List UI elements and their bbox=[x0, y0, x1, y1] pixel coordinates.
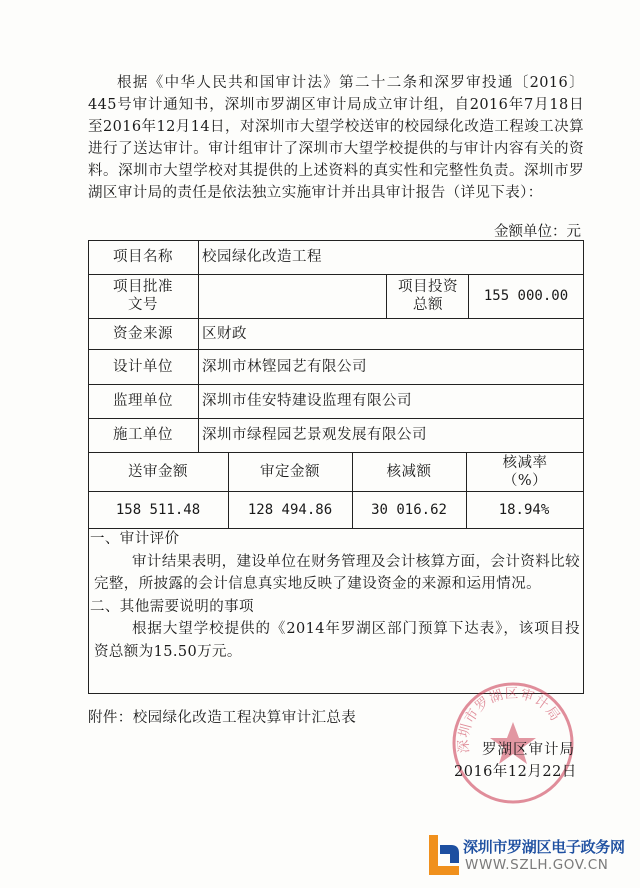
evaluation-text: 审计结果表明，建设单位在财务管理及会计核算方面，会计资料比较完整，所披露的会计信息真实地反映了建设资金的来源和运用情况。 bbox=[94, 553, 580, 592]
approved-amount-value: 128 494.86 bbox=[247, 501, 333, 518]
other-matters-text: 根据大望学校提供的《2014年罗湖区部门预算下达表》，该项目投资总额为15.50万元。 bbox=[94, 621, 580, 660]
construction-unit-value: 深圳市绿程园艺景观发展有限公司 bbox=[202, 427, 427, 443]
construction-unit-label: 施工单位 bbox=[113, 427, 173, 443]
supervision-unit-value: 深圳市佳安特建设监理有限公司 bbox=[202, 393, 412, 409]
reduction-rate-header: 核减率（%） bbox=[502, 454, 548, 489]
evaluation-heading: 一、审计评价 bbox=[90, 531, 180, 547]
issue-date: 2016年12月22日 bbox=[454, 764, 577, 780]
fund-source-label: 资金来源 bbox=[113, 325, 173, 342]
investment-label: 项目投资总额 bbox=[398, 279, 458, 313]
reduction-rate-value: 18.94% bbox=[498, 501, 550, 518]
project-name-value: 校园绿化改造工程 bbox=[202, 249, 322, 265]
approval-value bbox=[200, 274, 386, 318]
audit-table bbox=[88, 240, 584, 694]
design-unit-label: 设计单位 bbox=[113, 358, 173, 375]
seal-text: 深圳市罗湖区审计局 bbox=[455, 685, 564, 754]
supervision-unit-label: 监理单位 bbox=[113, 393, 173, 409]
intro-paragraph: 根据《中华人民共和国审计法》第二十二条和深罗审投通〔2016〕445号审计通知书，深圳市罗湖区审计局成立审计组，自2016年7月18日至2016年12月14日，对深圳市大望学校送审的校园绿化改造工程竣工决算进行了送达审计。审计组审计了深圳市大望学校提供的与审计内容有关的资料。深圳市大望学校对其提供的上述资料的真实性和完整性负责。深圳市罗湖区审计局的责任是依法独立实施审计并出具审计报告（详见下表）： bbox=[88, 75, 584, 201]
other-matters-heading: 二、其他需要说明的事项 bbox=[90, 598, 254, 615]
issuer-name: 罗湖区审计局 bbox=[482, 742, 575, 758]
site-watermark bbox=[425, 830, 637, 882]
approval-label: 项目批准文号 bbox=[113, 279, 173, 313]
reduction-header: 核减额 bbox=[386, 463, 432, 480]
attachment-note: 附件：校园绿化改造工程决算审计汇总表 bbox=[88, 710, 357, 726]
approved-amount-header: 审定金额 bbox=[260, 463, 320, 480]
site-name: 深圳市罗湖区电子政务网 bbox=[463, 838, 625, 856]
submitted-amount-header: 送审金额 bbox=[128, 463, 188, 480]
reduction-value: 30 016.62 bbox=[371, 501, 447, 518]
investment-value: 155 000.00 bbox=[483, 288, 569, 304]
fund-source-value: 区财政 bbox=[202, 325, 247, 342]
submitted-amount-value: 158 511.48 bbox=[115, 501, 201, 518]
design-unit-value: 深圳市林铿园艺有限公司 bbox=[202, 358, 367, 375]
evaluation-section bbox=[88, 528, 584, 663]
site-logo-icon bbox=[425, 833, 463, 879]
site-url: WWW.SZLH.GOV.CN bbox=[465, 857, 609, 873]
amount-unit: 金额单位：元 bbox=[494, 224, 581, 240]
col-divider bbox=[386, 274, 387, 318]
project-name-label: 项目名称 bbox=[113, 249, 173, 265]
